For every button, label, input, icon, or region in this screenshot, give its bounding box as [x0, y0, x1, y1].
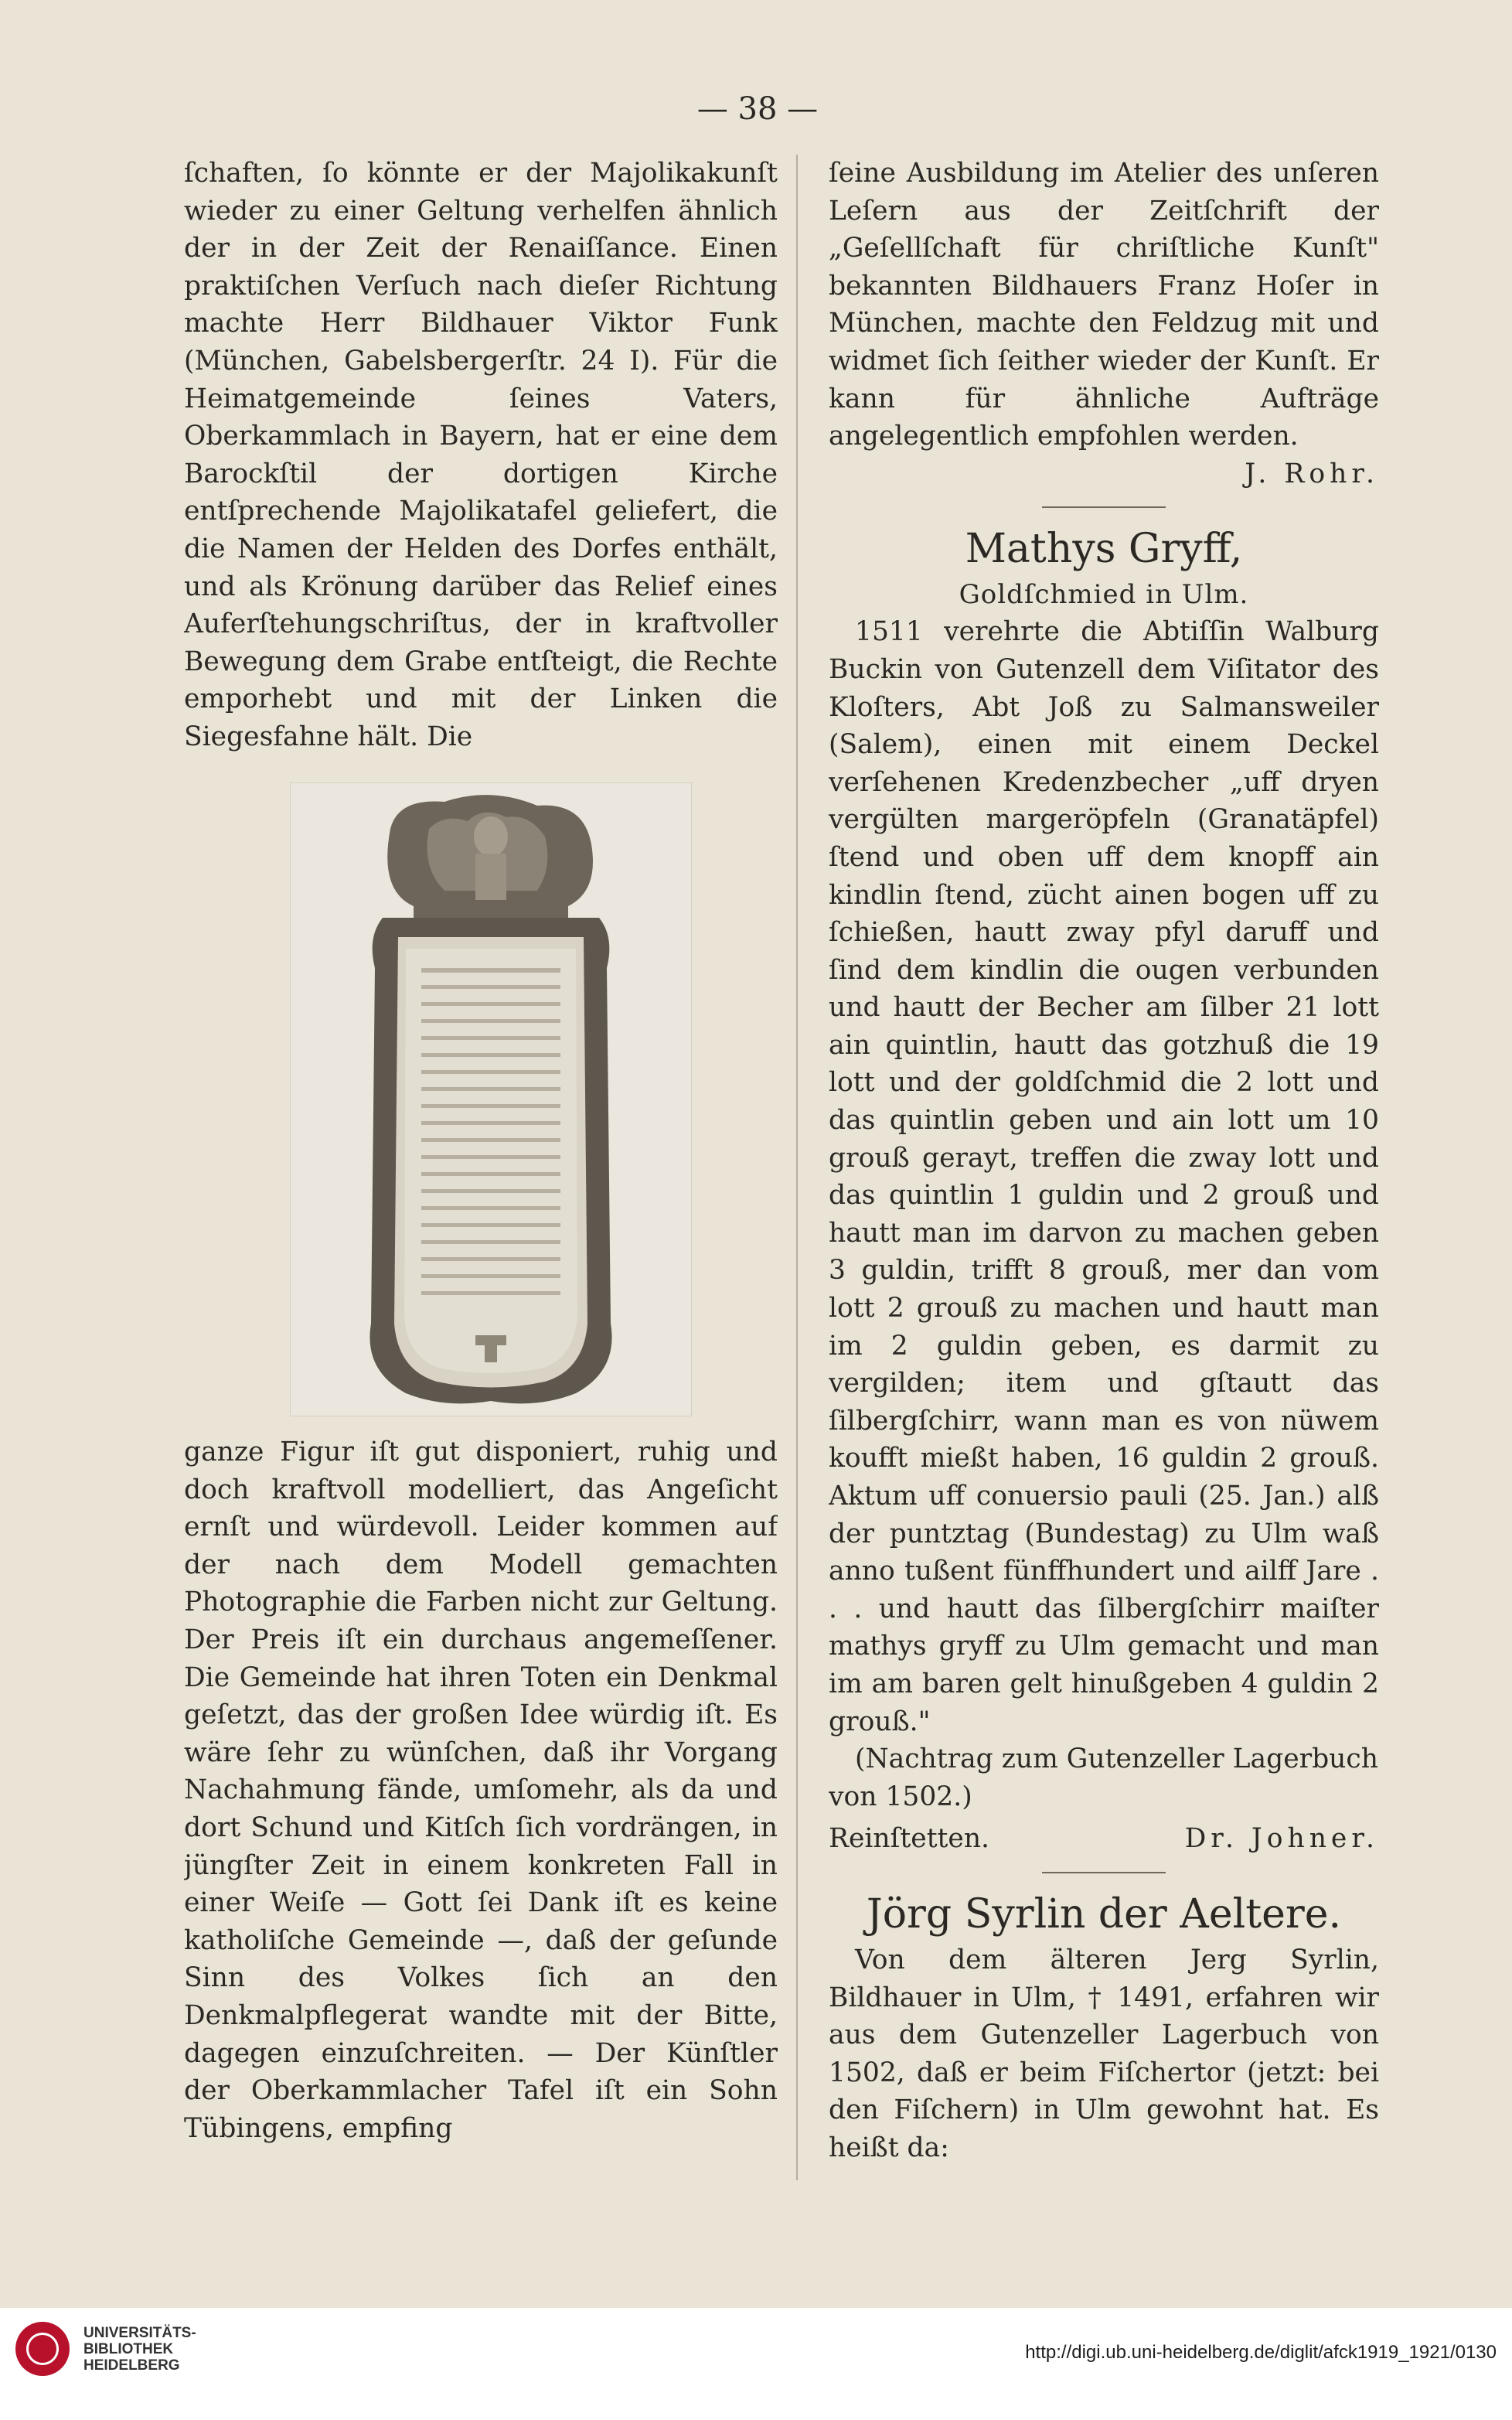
section-1-author: Dr. Johner. — [1184, 1823, 1379, 1855]
column-divider — [796, 155, 798, 2180]
right-paragraph-intro: ſeine Ausbildung im Atelier des unſeren Leſern aus der Zeitſchrift der „Geſellſchaft für chriſtliche Kunſt" bekannten Bildhauers Franz Hoſer in München, machte den Feldzug mit und widmet ſich ſeither wieder der Kunſt. Er kann für ähnliche Aufträge angelegentlich empfohlen werden. — [829, 158, 1379, 452]
section-1-body: 1511 verehrte die Abtiſſin Walburg Buckin von Gutenzell dem Viſitator des Kloſters, Abt Joß zu Salmansweiler (Salem), einen mit einem Deckel verſehenen Kredenzbecher „uff dryen vergülten margeröpfeln (Granatäpfel) ſtend und oben uff dem knopff ain kindlin ſtend, zücht ainen bogen uff zu ſchießen, hautt zway pfyl daruff und ſind dem kindlin die ougen verbunden und hautt der Becher am ſilber 21 lott ain quintlin, hautt das gotzhuß die 19 lott und der goldſchmid die 2 lott und das quintlin geben und ain lott um 10 grouß gerayt, treffen die zway lott und das quintlin 1 guldin und 2 grouß und hautt man im darvon zu machen geben 3 guldin, trifft 8 grouß, mer dan vom lott 2 grouß zu machen und hautt man im 2 guldin geben, es darmit zu vergilden; item und gſtautt das ſilbergſchirr, wann man es von nüwem koufft mießt haben, 16 guldin 2 grouß. Aktum uff conuersio pauli (25. Jan.) alß der puntztag (Bundestag) zu Ulm waß anno tußent fünffhundert und ailff Jare . . . und hautt das ſilbergſchirr maiſter mathys gryff zu Ulm gemacht und man im am baren gelt hinußgeben 4 guldin 2 grouß." — [829, 616, 1379, 1737]
memorial-tablet-image — [290, 782, 692, 1416]
left-paragraph-top: ſchaften, ſo könnte er der Majolikakunſt wieder zu einer Geltung verhelfen ähnlich der in der Zeit der Renaiſſance. Einen praktiſchen Verſuch nach dieſer Richtung machte Herr Bildhauer Viktor Funk (München, Gabelsbergerſtr. 24 I). Für die Heimatgemeinde ſeines Vaters, Oberkammlach in Bayern, hat er eine dem Barockſtil der dortigen Kirche entſprechende Majolikatafel geliefert, die die Namen der Helden des Dorfes enthält, und als Krönung darüber das Relief eines Auferſtehungschriſtus, der in kraftvoller Bewegung dem Grabe entſteigt, die Rechte emporhebt und mit der Linken die Siegesfahne hält. Die — [184, 158, 778, 752]
section-rule — [1042, 506, 1166, 508]
section-1-note: (Nachtrag zum Gutenzeller Lagerbuch von 1502.) — [829, 1743, 1378, 1812]
section-2-title: Jörg Syrlin der Aeltere. — [866, 1890, 1342, 1938]
source-url[interactable]: http://digi.ub.uni-heidelberg.de/diglit/afck1919_1921/0130 — [1025, 2342, 1497, 2363]
section-1-place: Reinſtetten. — [829, 1823, 990, 1855]
university-seal-icon — [15, 2322, 70, 2376]
library-footer — [0, 2308, 1512, 2420]
signature-rohr: J. Rohr. — [1245, 458, 1379, 489]
left-column-bottom — [184, 1433, 778, 2214]
left-paragraph-bottom: ganze Figur iſt gut disponiert, ruhig und doch kraftvoll modelliert, das Angeſicht ernſt und würdevoll. Leider kommen auf der nach dem Modell gemachten Photographie die Farben nicht zur Geltung. Der Preis iſt ein durchaus angemeſſener. Die Gemeinde hat ihren Toten ein Denkmal geſetzt, das der großen Idee würdig iſt. Es wäre ſehr zu wünſchen, daß ihr Vorgang Nachahmung fände, umſomehr, als da und dort Schund und Kitſch ſich vordrängen, in jüngſter Zeit in einem konkreten Fall in einer Weiſe — Gott ſei Dank iſt es keine katholiſche Gemeinde —, daß der geſunde Sinn des Volkes ſich an den Denkmalpflegerat wandte mit der Bitte, dagegen einzuſchreiten. — Der Künſtler der Oberkammlacher Tafel iſt ein Sohn Tübingens, empfing — [184, 1437, 778, 2144]
section-1-subtitle: Goldſchmied in Ulm. — [959, 579, 1249, 611]
section-1-signline — [829, 1820, 1379, 1858]
memorial-tablet-photo — [290, 782, 692, 1416]
library-logo-text: UNIVERSITÄTS- BIBLIOTHEK HEIDELBERG — [83, 2325, 196, 2374]
section-1-title: Mathys Gryff, — [965, 526, 1243, 573]
section-2-body: Von dem älteren Jerg Syrlin, Bildhauer in Ulm, † 1491, erfahren wir aus dem Gutenzeller Lagerbuch von 1502, daß er beim Fiſchertor (jetzt: bei den Fiſchern) in Ulm gewohnt hat. Es heißt da: — [829, 1944, 1379, 2163]
section-rule-2 — [1042, 1872, 1166, 1873]
right-column — [829, 155, 1379, 2234]
left-column-top — [184, 155, 778, 758]
page-number: — 38 — — [696, 91, 819, 127]
